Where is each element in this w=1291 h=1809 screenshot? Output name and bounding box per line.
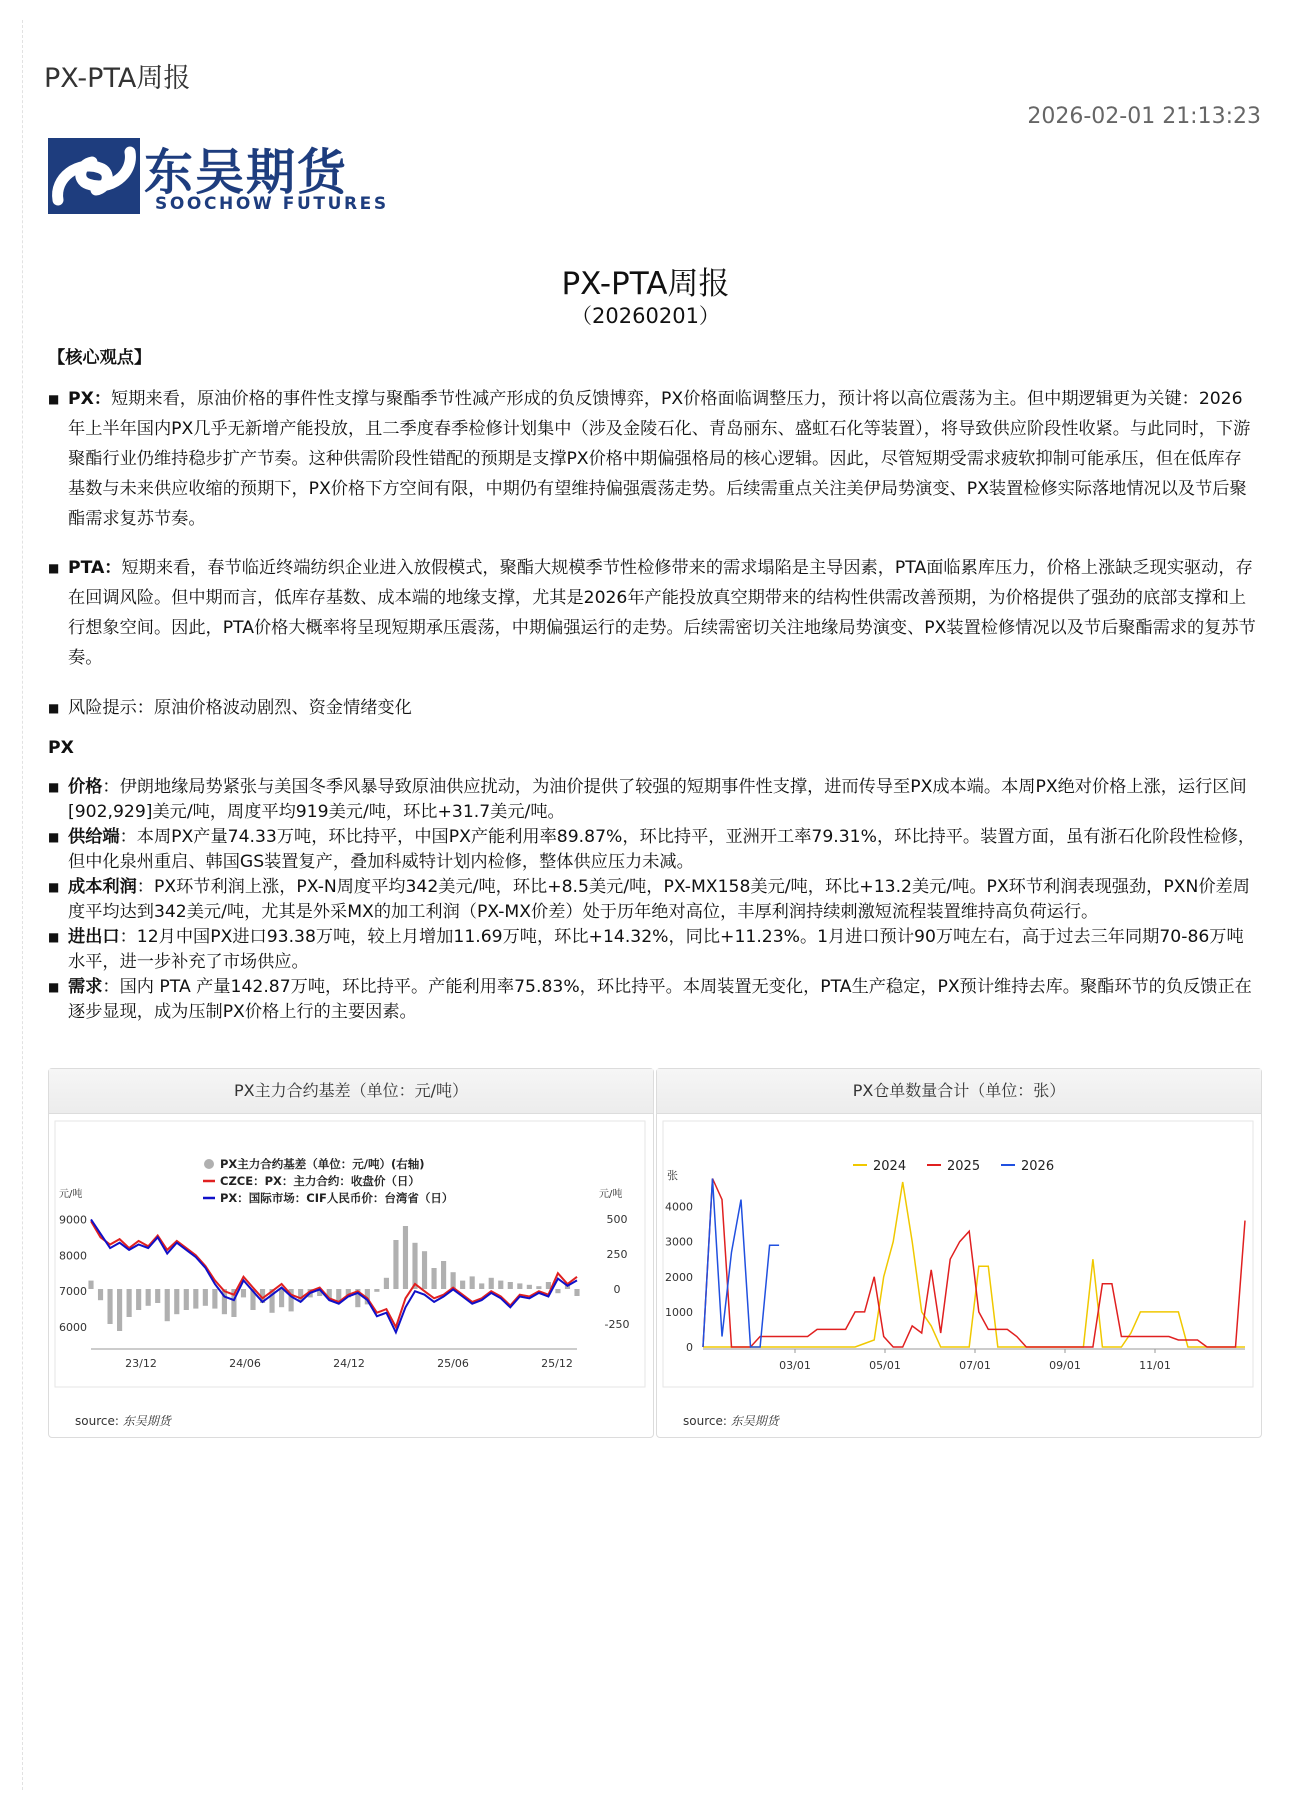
basis-bar: [241, 1289, 246, 1297]
basis-bar: [431, 1268, 436, 1289]
y-tick-label: 1000: [665, 1305, 693, 1319]
legend-label-2026: 2026: [1021, 1159, 1055, 1174]
y2-tick-label: 0: [613, 1283, 621, 1296]
y2-tick-label: 250: [606, 1248, 628, 1261]
core-px-paragraph: [48, 384, 1258, 534]
x-tick-label: 24/06: [229, 1357, 261, 1370]
bullet-icon: ■: [48, 880, 60, 894]
basis-chart-title: PX主力合约基差（单位：元/吨）: [49, 1069, 653, 1114]
logo-name: 东吴期货: [144, 144, 349, 201]
y-tick-label: 2000: [665, 1270, 693, 1284]
basis-bar: [517, 1283, 522, 1289]
x-tick-label: 11/01: [1139, 1359, 1171, 1372]
basis-bar: [107, 1289, 112, 1324]
px-demand-text: ：国内 PTA 产量142.87万吨，环比持平。产能利用率75.83%，环比持平。本周装置无变化，PTA生产稳定，PX预计维持去库。聚酯环节的负反馈正在逐步显现，成为压制PX价格上行的主要因素。: [68, 977, 1252, 1022]
basis-bar: [174, 1289, 179, 1314]
basis-bar: [117, 1289, 122, 1331]
bullet-icon: ■: [48, 561, 60, 575]
px-cost-label: 成本利润: [68, 877, 137, 897]
bullet-icon: ■: [48, 780, 60, 794]
basis-bar: [574, 1289, 579, 1296]
basis-bar: [546, 1282, 551, 1289]
bullet-icon: ■: [48, 830, 60, 844]
y2-tick-label: -250: [604, 1318, 630, 1331]
x-tick-label: 23/12: [125, 1357, 157, 1370]
report-title: PX-PTA周报: [561, 266, 730, 302]
bullet-icon: ■: [48, 392, 60, 406]
basis-bar: [470, 1276, 475, 1289]
timestamp: 2026-02-01 21:13:23: [1027, 104, 1261, 129]
basis-bar: [441, 1261, 446, 1289]
warehouse-chart-title: PX仓单数量合计（单位：张）: [657, 1069, 1261, 1114]
y-axis-unit-right: 元/吨: [599, 1189, 623, 1200]
px-trade-text: ：12月中国PX进口93.38万吨，较上月增加11.69万吨，环比+14.32%，同比+11.23%。1月进口预计90万吨左右，高于过去三年同期70-86万吨水平，进一步补充了市场供应。: [68, 927, 1244, 972]
basis-bar: [203, 1289, 208, 1306]
basis-bar: [508, 1282, 513, 1289]
y-tick-label: 0: [686, 1341, 693, 1354]
basis-bar: [127, 1289, 132, 1317]
core-view-label: 【核心观点】: [48, 348, 152, 368]
y-tick-label: 3000: [665, 1235, 693, 1249]
px-section: [48, 733, 1258, 763]
core-pta-label: PTA：: [68, 558, 122, 578]
core-px-text: 短期来看，原油价格的事件性支撑与聚酯季节性减产形成的负反馈博弈，PX价格面临调整压力，预计将以高位震荡为主。但中期逻辑更为关键：2026年上半年国内PX几乎无新增产能投放，且二季度春季检修计划集中（涉及金陵石化、青岛丽东、盛虹石化等装置），将导致供应阶段性收紧。与此同时，下游聚酯行业仍维持稳步扩产节奏。这种供需阶段性错配的预期是支撑PX价格中期偏强格局的核心逻辑。因此，尽管短期受需求疲软抑制可能承压，但在低库存基数与未来供应收缩的预期下，PX价格下方空间有限，中期仍有望维持偏强震荡走势。后续需重点关注美伊局势演变、PX装置检修实际落地情况以及节后聚酯需求复苏节奏。: [68, 389, 1251, 529]
x-tick-label: 24/12: [333, 1357, 365, 1370]
x-tick-label: 25/06: [437, 1357, 469, 1370]
basis-bar: [384, 1278, 389, 1289]
report-date: （20260201）: [571, 304, 720, 328]
company-logo: [48, 138, 398, 218]
basis-bar: [155, 1289, 160, 1303]
px-supply-text: ：本周PX产量74.33万吨，环比持平，中国PX产能利用率89.87%，环比持平，亚洲开工率79.31%，环比持平。装置方面，虽有浙石化阶段性检修，但中化泉州重启、韩国GS装置复产，叠加科威特计划内检修，整体供应压力未减。: [68, 827, 1256, 872]
basis-bar: [165, 1289, 170, 1321]
px-details: [48, 775, 1258, 1025]
x-tick-label: 07/01: [959, 1359, 991, 1372]
logo-mark-icon: [48, 138, 140, 214]
legend-label-2024: 2024: [873, 1159, 907, 1174]
risk-paragraph: [48, 693, 1258, 723]
px-trade-label: 进出口: [68, 927, 120, 947]
basis-bar: [136, 1289, 141, 1310]
y2-tick-label: 500: [606, 1213, 628, 1226]
y-axis-unit: 张: [667, 1169, 678, 1182]
y-tick-label: 7000: [59, 1285, 87, 1299]
basis-bar: [184, 1289, 189, 1310]
px-price-label: 价格: [68, 777, 103, 797]
basis-chart-card: [48, 1068, 654, 1438]
basis-bar: [98, 1289, 103, 1300]
px-section-label: PX: [48, 738, 74, 758]
legend-czce-label: CZCE：PX：主力合约：收盘价（日）: [220, 1174, 420, 1188]
core-view-section: [48, 343, 1258, 373]
core-pta-paragraph: [48, 553, 1258, 673]
basis-bar: [403, 1226, 408, 1289]
warehouse-chart-source: source: 东吴期货: [683, 1414, 779, 1428]
basis-bar: [527, 1285, 532, 1289]
document-title: PX-PTA周报: [44, 63, 191, 94]
basis-bar: [193, 1289, 198, 1309]
px-cost-text: ：PX环节利润上涨，PX-N周度平均342美元/吨，环比+8.5美元/吨，PX-MX158美元/吨，环比+13.2美元/吨。PX环节利润表现强劲，PXN价差周度平均达到342美元/吨，尤其是外采MX的加工利润（PX-MX价差）处于历年绝对高位，丰厚利润持续刺激短流程装置维持高负荷运行。: [68, 877, 1250, 922]
legend-basis-label: PX主力合约基差（单位：元/吨）(右轴): [220, 1157, 425, 1171]
basis-bar: [212, 1289, 217, 1309]
basis-bar: [279, 1289, 284, 1307]
logo-subtitle: SOOCHOW FUTURES: [155, 194, 389, 214]
warehouse-chart: [657, 1115, 1259, 1395]
legend-basis-marker: [204, 1159, 214, 1169]
basis-bar: [479, 1283, 484, 1289]
core-px-label: PX：: [68, 389, 112, 409]
basis-bar: [393, 1240, 398, 1289]
basis-bar: [460, 1281, 465, 1289]
y-tick-label: 9000: [59, 1213, 87, 1227]
x-tick-label: 09/01: [1049, 1359, 1081, 1372]
basis-bar: [88, 1281, 93, 1289]
bullet-icon: ■: [48, 930, 60, 944]
legend-label-2025: 2025: [947, 1159, 981, 1174]
basis-bar: [146, 1289, 151, 1306]
y-axis-unit-left: 元/吨: [59, 1189, 83, 1200]
basis-bar: [412, 1243, 417, 1289]
x-tick-label: 03/01: [779, 1359, 811, 1372]
basis-bar: [536, 1286, 541, 1289]
px-demand-label: 需求: [68, 977, 103, 997]
px-supply-label: 供给端: [68, 827, 120, 847]
basis-chart-source: source: 东吴期货: [75, 1414, 171, 1428]
px-price-text: ：伊朗地缘局势紧张与美国冬季风暴导致原油供应扰动，为油价提供了较强的短期事件性支撑，进而传导至PX成本端。本周PX绝对价格上涨，运行区间[902,929]美元/吨，周度平均919美元/吨，环比+31.7美元/吨。: [68, 777, 1247, 822]
core-pta-text: 短期来看，春节临近终端纺织企业进入放假模式，聚酯大规模季节性检修带来的需求塌陷是主导因素，PTA面临累库压力，价格上涨缺乏现实驱动，存在回调风险。但中期而言，低库存基数、成本端的地缘支撑，尤其是2026年产能投放真空期带来的结构性供需改善预期，为价格提供了强劲的底部支撑和上行想象空间。因此，PTA价格大概率将呈现短期承压震荡，中期偏强运行的走势。后续需密切关注地缘局势演变、PX装置检修情况以及节后聚酯需求的复苏节奏。: [68, 558, 1256, 668]
y-tick-label: 6000: [59, 1321, 87, 1335]
basis-bar: [374, 1289, 379, 1292]
x-tick-label: 05/01: [869, 1359, 901, 1372]
legend-cif-label: PX：国际市场：CIF人民币价：台湾省（日）: [220, 1191, 454, 1205]
bullet-icon: ■: [48, 701, 60, 715]
basis-bar: [422, 1251, 427, 1289]
risk-text: 风险提示：原油价格波动剧烈、资金情绪变化: [68, 698, 412, 718]
y-tick-label: 8000: [59, 1249, 87, 1263]
basis-chart: [49, 1115, 651, 1395]
warehouse-chart-card: [656, 1068, 1262, 1438]
y-tick-label: 4000: [665, 1200, 693, 1214]
basis-bar: [498, 1281, 503, 1289]
bullet-icon: ■: [48, 980, 60, 994]
x-tick-label: 25/12: [541, 1357, 573, 1370]
basis-bar: [555, 1289, 560, 1293]
basis-bar: [489, 1278, 494, 1289]
